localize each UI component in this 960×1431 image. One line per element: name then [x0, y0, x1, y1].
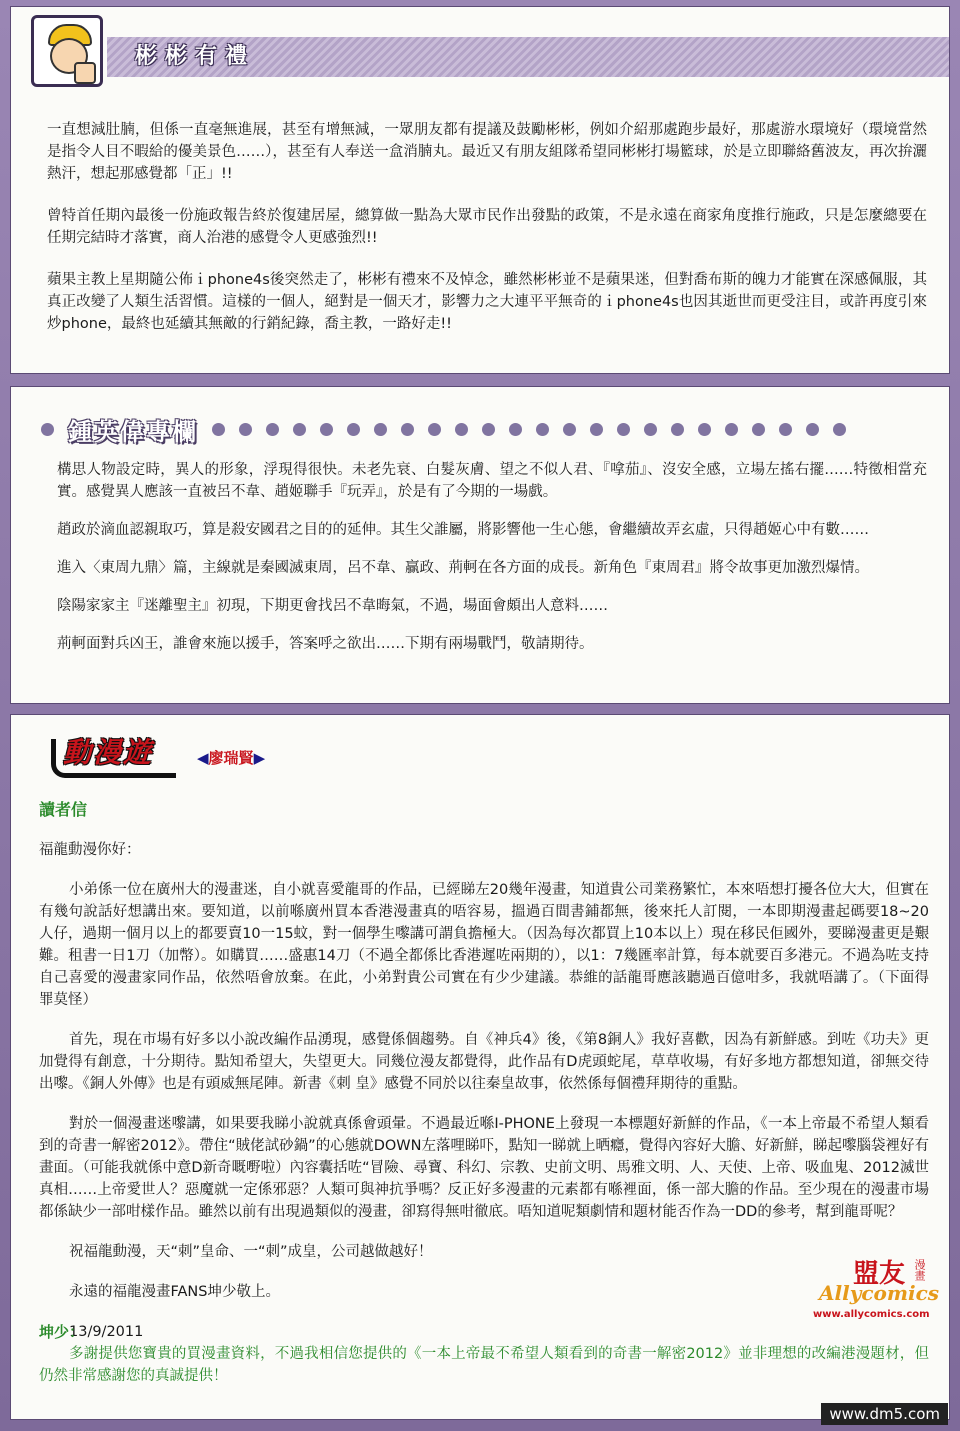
- letters-subtitle: 讀者信: [39, 800, 88, 819]
- author-credit: [197, 747, 265, 768]
- section-column-body: [57, 459, 927, 671]
- bullet-dot-icon: [806, 423, 819, 436]
- stamp-url: www.allycomics.com: [813, 1309, 930, 1320]
- watermark: www.dm5.com: [821, 1403, 948, 1425]
- stamp-script-text: Allycomics: [819, 1281, 940, 1305]
- letter-date: 13/9/2011: [69, 1324, 144, 1340]
- section-binbin-header: [11, 7, 949, 91]
- bullet-dot-icon: [698, 423, 711, 436]
- bullet-dot-icon: [266, 423, 279, 436]
- section-binbin-panel: [10, 6, 950, 374]
- paragraph: 構思人物設定時，異人的形象，浮現得很快。未老先衰、白髮灰膚、望之不似人君、『嗱茄』、沒安全感，立場左搖右擺……特徵相當充實。感覺異人應該一直被呂不韋、趙姬聯手『玩弄』，於是有了今期的一場戲。: [57, 462, 927, 500]
- paragraph: 進入〈東周九鼎〉篇，主線就是秦國滅東周，呂不韋、贏政、荊軻在各方面的成長。新角色『東周君』將令故事更加激烈爆情。: [57, 560, 869, 576]
- bullet-dot-icon: [455, 423, 468, 436]
- paragraph: 曾特首任期內最後一份施政報告終於復建居屋，總算做一點為大眾市民作出發點的政策，不是永遠在商家角度推行施政，只是怎麼總要在任期完結時才落實，商人治港的感覺令人更感強烈!!: [47, 208, 927, 246]
- stamp-big-text: 盟友: [853, 1259, 906, 1289]
- bullet-dot-icon: [779, 423, 792, 436]
- arrow-right-icon: ▶: [253, 749, 266, 767]
- section-binbin-title: 彬彬有禮: [135, 44, 256, 69]
- reply-name: 坤少：: [39, 1323, 85, 1341]
- bullet-dot-icon: [644, 423, 657, 436]
- paragraph: 對於一個漫畫迷嚟講，如果要我睇小說就真係會頭暈。不過最近喺I-PHONE上發現一本標題好新鮮的作品，《一本上帝最不希望人類看到的奇書一解密2012》。帶住“賊佬試砂鍋”的心態就DOWN左落哩睇吓，點知一睇就上晒癮，覺得內容好大膽、好新鮮，睇起嚟腦袋裡好有畫面。（可能我就係中意D新奇嘅嘢啦）內容囊括咗“冒險、尋寶、科幻、宗教、史前文明、馬雅文明、人、天使、上帝、吸血鬼、2012滅世真相……上帝愛世人？惡魔就一定係邪惡？人類可與神抗爭嗎？反正好多漫畫的元素都有喺裡面，係一部大膽的作品。至少現在的漫畫市場都係缺少一部咁樣作品。雖然以前有出現過類似的漫畫，卻寫得無咁徹底。唔知道呢類劇情和題材能否作為一DD的參考，幫到龍哥呢？: [39, 1116, 929, 1220]
- section-letters-panel: [10, 714, 950, 1420]
- bullet-dot-icon: [563, 423, 576, 436]
- bullet-dot-icon: [536, 423, 549, 436]
- bullet-dot-icon: [833, 423, 846, 436]
- paragraph: 永遠的福龍漫畫FANS坤少敬上。: [69, 1284, 280, 1300]
- paragraph: 小弟係一位在廣州大的漫畫迷，自小就喜愛龍哥的作品，已經睇左20幾年漫畫，知道貴公司業務繁忙，本來唔想打擾各位大大，但實在有幾句說話好想講出來。要知道，以前喺廣州買本香港漫畫真的唔容易，搵過百間書鋪都無，後來托人訂閱，一本即期漫畫起碼要18~20人仔，過期一個月以上的都要賣10一15蚊，對一個學生嚟講可謂負擔極大。（因為每次都買上10本以上）現在移民佢國外，要睇漫畫更是艱難。租書一日1刀（加幣）。如購買……盛惠14刀（不過全都係比香港遲咗兩期的），以1：7幾匯率計算，每本就要百多港元。不過為咗支持自己喜愛的漫畫家同作品，依然唔會放棄。在此，小弟對貴公司實在有少少建議。恭維的話龍哥應該聽過百億咁多，我就唔講了。（下面得罪莫怪）: [39, 882, 929, 1008]
- bullet-dot-icon: [293, 423, 306, 436]
- bullet-dot-icon: [320, 423, 333, 436]
- section-column-panel: [10, 386, 950, 704]
- reply-body: [39, 1343, 929, 1387]
- author-name: 廖瑞賢: [208, 749, 254, 767]
- logo-text: 動漫遊: [63, 736, 154, 769]
- bullet-dot-icon: [347, 423, 360, 436]
- letter-greeting: 福龍動漫你好：: [39, 842, 141, 858]
- paragraph: 陰陽家家主『迷離聖主』初現，下期更會找呂不韋晦氣，不過，場面會頗出人意料……: [57, 598, 608, 614]
- section-column-header: [41, 417, 931, 446]
- bullet-dot-icon: [671, 423, 684, 436]
- allycomics-logo: [813, 1253, 941, 1323]
- paragraph: 蘋果主教上星期隨公佈ｉphone4s後突然走了，彬彬有禮來不及悼念，雖然彬彬並不是蘋果迷，但對喬布斯的魄力才能實在深感佩服，其真正改變了人類生活習慣。這樣的一個人，絕對是一個天才，影響力之大連平平無奇的ｉphone4s也因其逝世而更受注目，或許再度引來炒phone，最終也延續其無敵的行銷紀錄，喬主教，一路好走!!: [47, 272, 927, 332]
- bullet-dot-icon: [509, 423, 522, 436]
- paragraph: 祝福龍動漫，天“刺”皇命、一“刺”成皇，公司越做越好！: [69, 1244, 433, 1260]
- section-binbin-body: [47, 119, 927, 355]
- paragraph: 一直想減肚腩，但係一直毫無進展，甚至有增無減，一眾朋友都有提議及鼓勵彬彬，例如介紹那處跑步最好，那處游水環境好（環境當然是指令人目不暇給的優美景色……），甚至有人奉送一盒消腩丸。最近又有朋友組隊希望同彬彬打場籃球，於是立即聯絡舊波友，再次拚灑熱汗，想起那感覺都「正」!!: [47, 122, 927, 182]
- section-column-title: 鍾英偉專欄: [68, 417, 198, 446]
- bullet-dot-icon: [590, 423, 603, 436]
- bullet-dot-icon: [482, 423, 495, 436]
- bullet-dot-icon: [725, 423, 738, 436]
- bullet-dot-icon: [401, 423, 414, 436]
- bullet-dot-icon: [239, 423, 252, 436]
- bullet-dot-icon: [41, 423, 54, 436]
- bullet-dot-icon: [212, 423, 225, 436]
- letter-body: [39, 839, 929, 1361]
- bullet-dot-icon: [374, 423, 387, 436]
- reply-paragraph: 多謝提供您寶貴的買漫畫資料，不過我相信您提供的《一本上帝最不希望人類看到的奇書一解密2012》並非理想的改編港漫題材，但仍然非常感謝您的真誠提供！: [39, 1346, 929, 1384]
- mascot-icon: [31, 15, 103, 87]
- paragraph: 荊軻面對兵凶王，誰會來施以援手，答案呼之欲出……下期有兩場戰鬥，敬請期待。: [57, 636, 594, 652]
- bullet-dot-icon: [428, 423, 441, 436]
- bullet-dot-icon: [617, 423, 630, 436]
- stamp-small-text: 漫畫: [913, 1259, 926, 1281]
- arrow-left-icon: ◀: [197, 749, 209, 767]
- paragraph: 首先，現在市場有好多以小說改編作品湧現，感覺係個趨勢。自《神兵4》後，《第8銅人》我好喜歡，因為有新鮮感。到咗《功夫》更加覺得有創意，十分期待。點知希望大，失望更大。同幾位漫友都覺得，此作品有D虎頭蛇尾，草草收場，有好多地方都想知道，卻無交待出嚟。《銅人外傳》也是有頭威無尾陣。新書《刺 皇》感覺不同於以往秦皇故事，依然係每個禮拜期待的重點。: [39, 1032, 929, 1092]
- thumbs-up-icon: [74, 62, 96, 84]
- bullet-dot-icon: [752, 423, 765, 436]
- paragraph: 趙政於滴血認親取巧，算是殺安國君之目的的延伸。其生父誰屬，將影響他一生心態，會繼續故弄玄虛，只得趙姬心中有數……: [57, 522, 869, 538]
- section-letters-logo: [51, 729, 171, 779]
